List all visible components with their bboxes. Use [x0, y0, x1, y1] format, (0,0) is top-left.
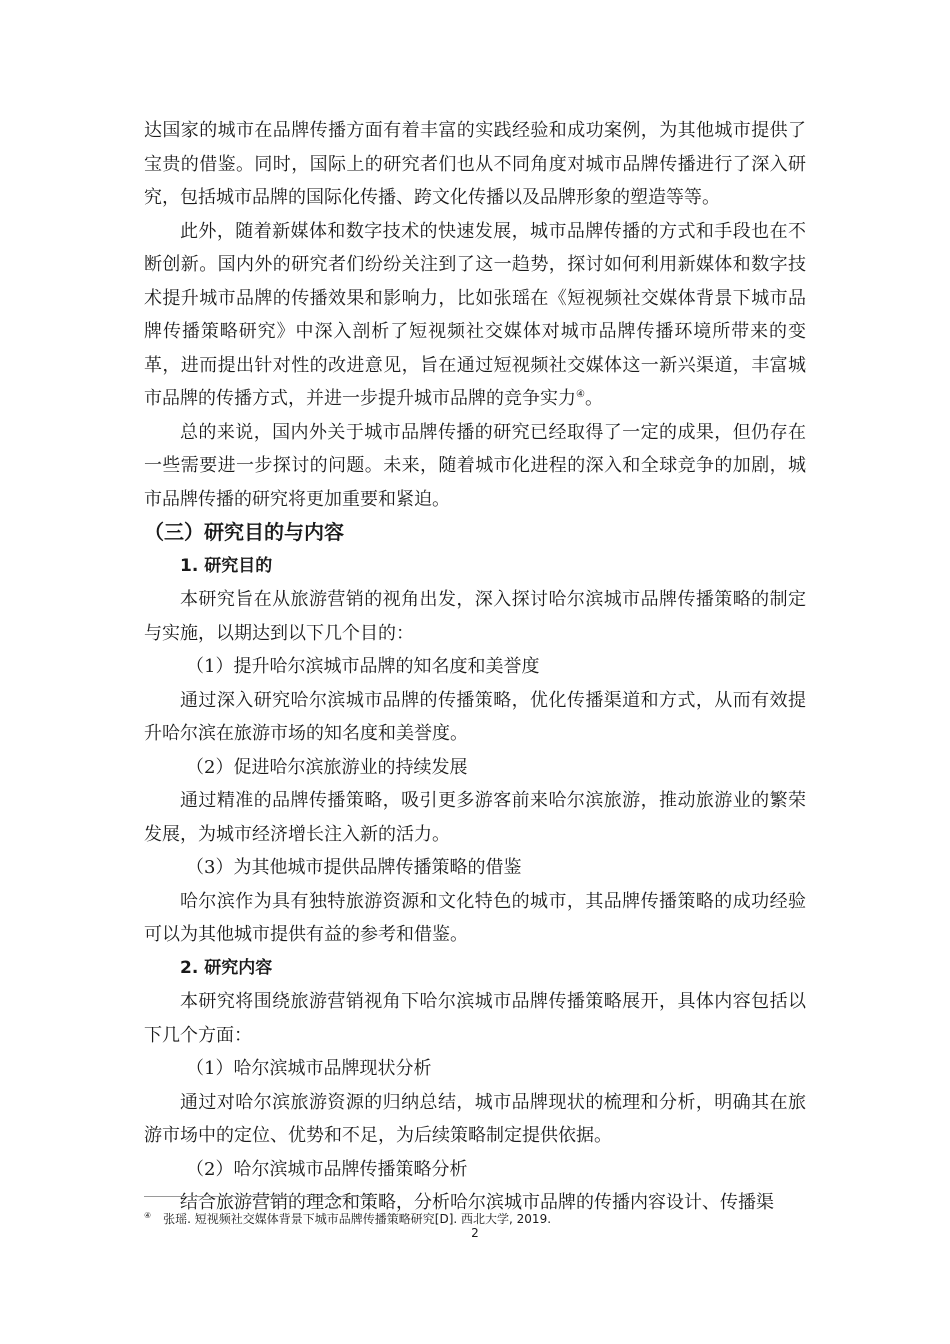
section-heading-purpose-content: （三）研究目的与内容: [144, 520, 344, 544]
footnote: [144, 1208, 551, 1227]
goal-text-2: 通过精准的品牌传播策略，吸引更多游客前来哈尔滨旅游，推动旅游业的繁荣发展，为城市经济增长注入新的活力。: [144, 790, 806, 845]
paragraph-new-media-text: 此外，随着新媒体和数字技术的快速发展，城市品牌传播的方式和手段也在不断创新。国内外的研究者们纷纷关注到了这一趋势，探讨如何利用新媒体和数字技术提升城市品牌的传播效果和影响力，比如张瑶在《短视频社交媒体背景下城市品牌传播策略研究》中深入剖析了短视频社交媒体对城市品牌传播环境所带来的变革，进而提出针对性的改进意见，旨在通过短视频社交媒体这一新兴渠道，丰富城市品牌的传播方式，并进一步提升城市品牌的竞争实力: [144, 220, 806, 409]
goal-heading-2: （2）促进哈尔滨旅游业的持续发展: [186, 756, 468, 778]
subheading-research-content: 2. 研究内容: [180, 957, 273, 978]
goal-text-3: 哈尔滨作为具有独特旅游资源和文化特色的城市，其品牌传播策略的成功经验可以为其他城市提供有益的参考和借鉴。: [144, 890, 806, 945]
content-heading-1: （1）哈尔滨城市品牌现状分析: [186, 1058, 432, 1079]
footnote-reference[interactable]: ④: [576, 389, 585, 400]
goal-heading-1: （1）提升哈尔滨城市品牌的知名度和美誉度: [186, 656, 540, 677]
document-body: [144, 114, 806, 1220]
goal-heading-3: （3）为其他城市提供品牌传播策略的借鉴: [186, 857, 522, 878]
goal-text-1: 通过深入研究哈尔滨城市品牌的传播策略，优化传播渠道和方式，从而有效提升哈尔滨在旅游市场的知名度和美誉度。: [144, 689, 806, 744]
paragraph-new-media: [144, 215, 806, 416]
paragraph-new-media-end: 。: [584, 388, 603, 409]
page-number: 2: [471, 1226, 479, 1240]
footnote-text: 张瑶. 短视频社交媒体背景下城市品牌传播策略研究[D]. 西北大学, 2019.: [163, 1212, 552, 1226]
paragraph-intl-research: 达国家的城市在品牌传播方面有着丰富的实践经验和成功案例，为其他城市提供了宝贵的借鉴。同时，国际上的研究者们也从不同角度对城市品牌传播进行了深入研究，包括城市品牌的国际化传播、跨文化传播以及品牌形象的塑造等等。: [144, 120, 806, 208]
paragraph-summary: 总的来说，国内外关于城市品牌传播的研究已经取得了一定的成果，但仍存在一些需要进一步探讨的问题。未来，随着城市化进程的深入和全球竞争的加剧，城市品牌传播的研究将更加重要和紧迫。: [144, 421, 806, 510]
footnote-mark: ④: [144, 1211, 152, 1220]
content-heading-2: （2）哈尔滨城市品牌传播策略分析: [186, 1158, 468, 1180]
content-text-1: 通过对哈尔滨旅游资源的归纳总结，城市品牌现状的梳理和分析，明确其在旅游市场中的定位、优势和不足，为后续策略制定提供依据。: [144, 1091, 806, 1146]
paragraph-purpose-intro: 本研究旨在从旅游营销的视角出发，深入探讨哈尔滨城市品牌传播策略的制定与实施，以期达到以下几个目的：: [144, 589, 806, 644]
paragraph-content-intro: 本研究将围绕旅游营销视角下哈尔滨城市品牌传播策略展开，具体内容包括以下几个方面：: [144, 991, 806, 1046]
content-text-2: 结合旅游营销的理念和策略，分析哈尔滨城市品牌的传播内容设计、传播渠: [180, 1192, 774, 1213]
subheading-research-purpose: 1. 研究目的: [180, 555, 273, 576]
footnote-divider: [144, 1196, 374, 1197]
